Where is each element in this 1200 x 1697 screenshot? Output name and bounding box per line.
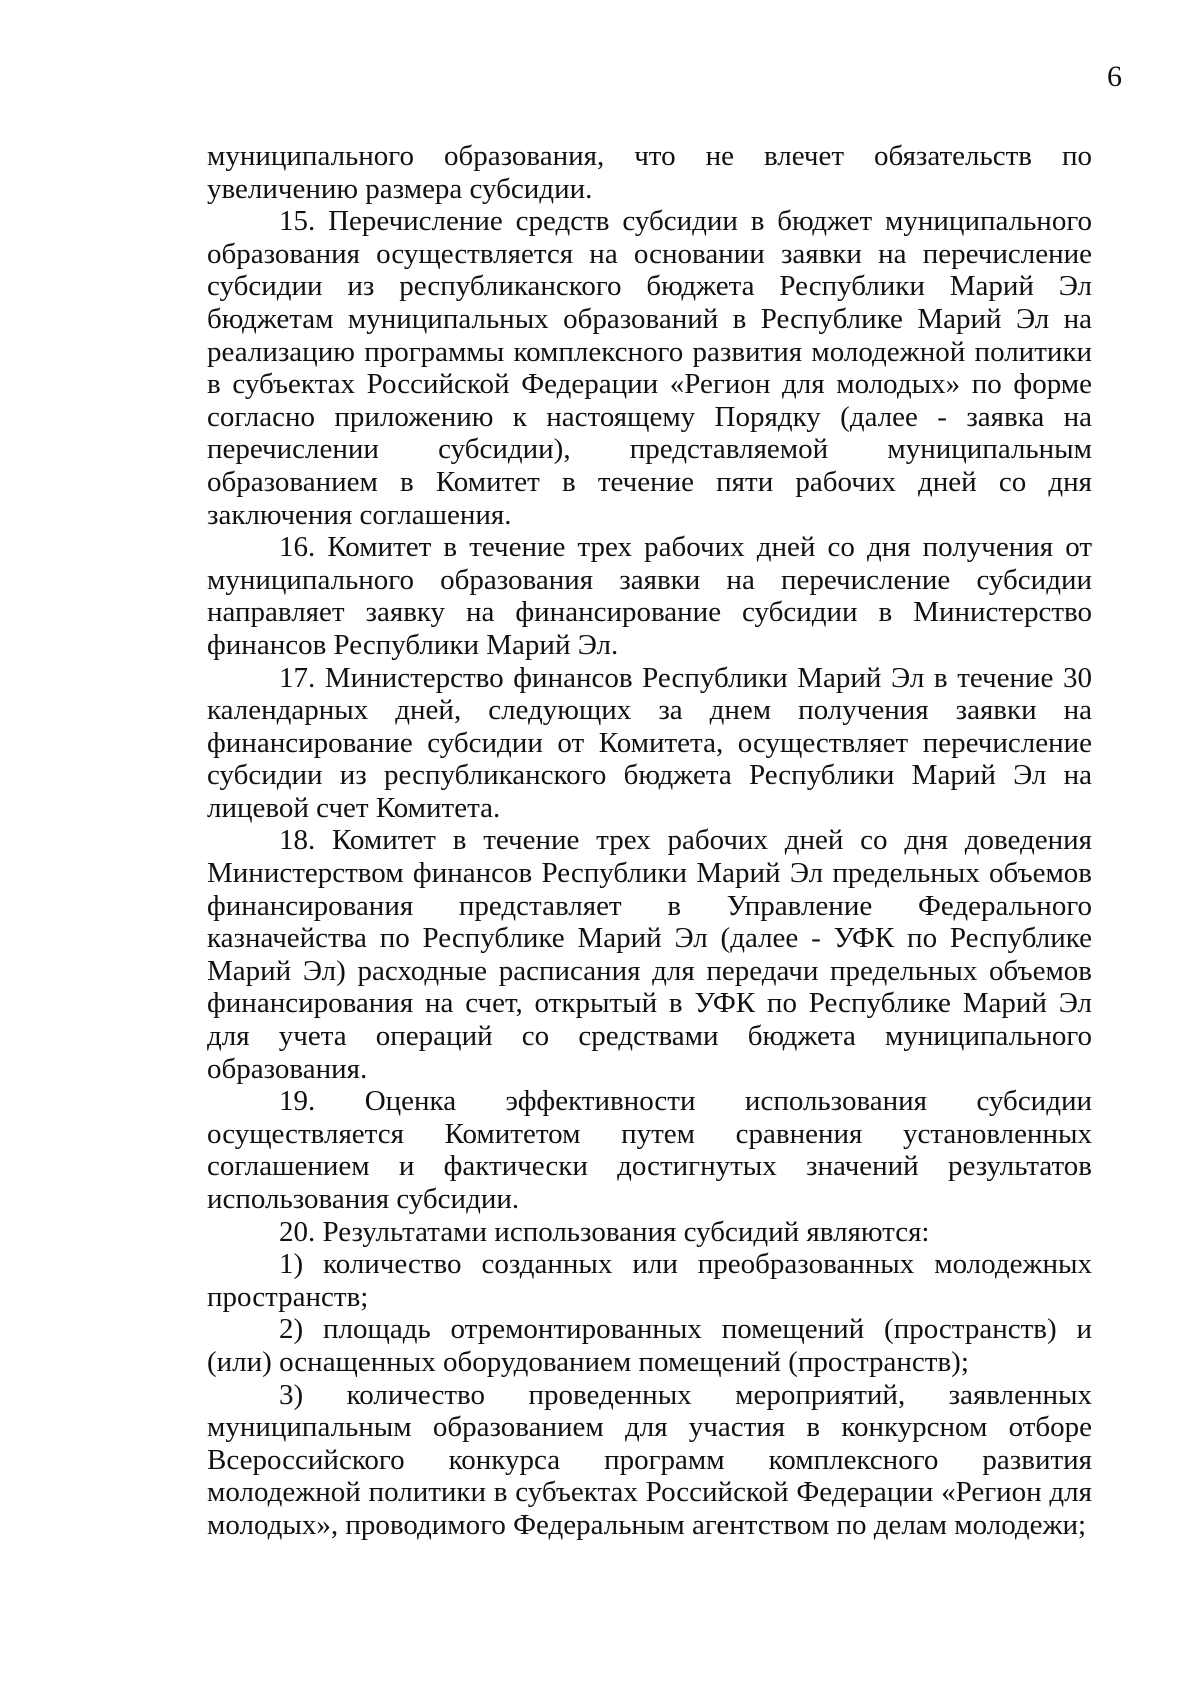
document-body [207,140,1092,1542]
paragraph-19: 19. Оценка эффективности использования субсидии осуществляется Комитетом путем сравнения установленных соглашением и фактически достигнутых значений результатов использования субсидии. [207,1085,1092,1215]
list-item-3: 3) количество проведенных мероприятий, заявленных муниципальным образованием для участия в конкурсном отборе Всероссийского конкурса программ комплексного развития молодежной политики в субъектах Российской Федерации «Регион для молодых», проводимого Федеральным агентством по делам молодежи; [207,1378,1092,1541]
list-item-2: 2) площадь отремонтированных помещений (пространств) и (или) оснащенных оборудованием помещений (пространств); [207,1313,1092,1378]
list-item-1: 1) количество созданных или преобразованных молодежных пространств; [207,1248,1092,1313]
page-number: 6 [1107,60,1122,93]
paragraph-continuation: муниципального образования, что не влечет обязательств по увеличению размера субсидии. [207,140,1092,205]
paragraph-16: 16. Комитет в течение трех рабочих дней со дня получения от муниципального образования заявки на перечисление субсидии направляет заявку на финансирование субсидии в Министерство финансов Республики Марий Эл. [207,531,1092,661]
paragraph-20: 20. Результатами использования субсидий являются: [279,1215,930,1248]
paragraph-18: 18. Комитет в течение трех рабочих дней со дня доведения Министерством финансов Республики Марий Эл предельных объемов финансирования представляет в Управление Федерального казначейства по Республике Марий Эл (далее - УФК по Республике Марий Эл) расходные расписания для передачи предельных объемов финансирования на счет, открытый в УФК по Республике Марий Эл для учета операций со средствами бюджета муниципального образования. [207,824,1092,1085]
paragraph-15: 15. Перечисление средств субсидии в бюджет муниципального образования осуществляется на основании заявки на перечисление субсидии из республиканского бюджета Республики Марий Эл бюджетам муниципальных образований в Республике Марий Эл на реализацию программы комплексного развития молодежной политики в субъектах Российской Федерации «Регион для молодых» по форме согласно приложению к настоящему Порядку (далее - заявка на перечислении субсидии), представляемой муниципальным образованием в Комитет в течение пяти рабочих дней со дня заключения соглашения. [207,205,1092,531]
paragraph-17: 17. Министерство финансов Республики Марий Эл в течение 30 календарных дней, следующих за днем получения заявки на финансирование субсидии от Комитета, осуществляет перечисление субсидии из республиканского бюджета Республики Марий Эл на лицевой счет Комитета. [207,661,1092,824]
